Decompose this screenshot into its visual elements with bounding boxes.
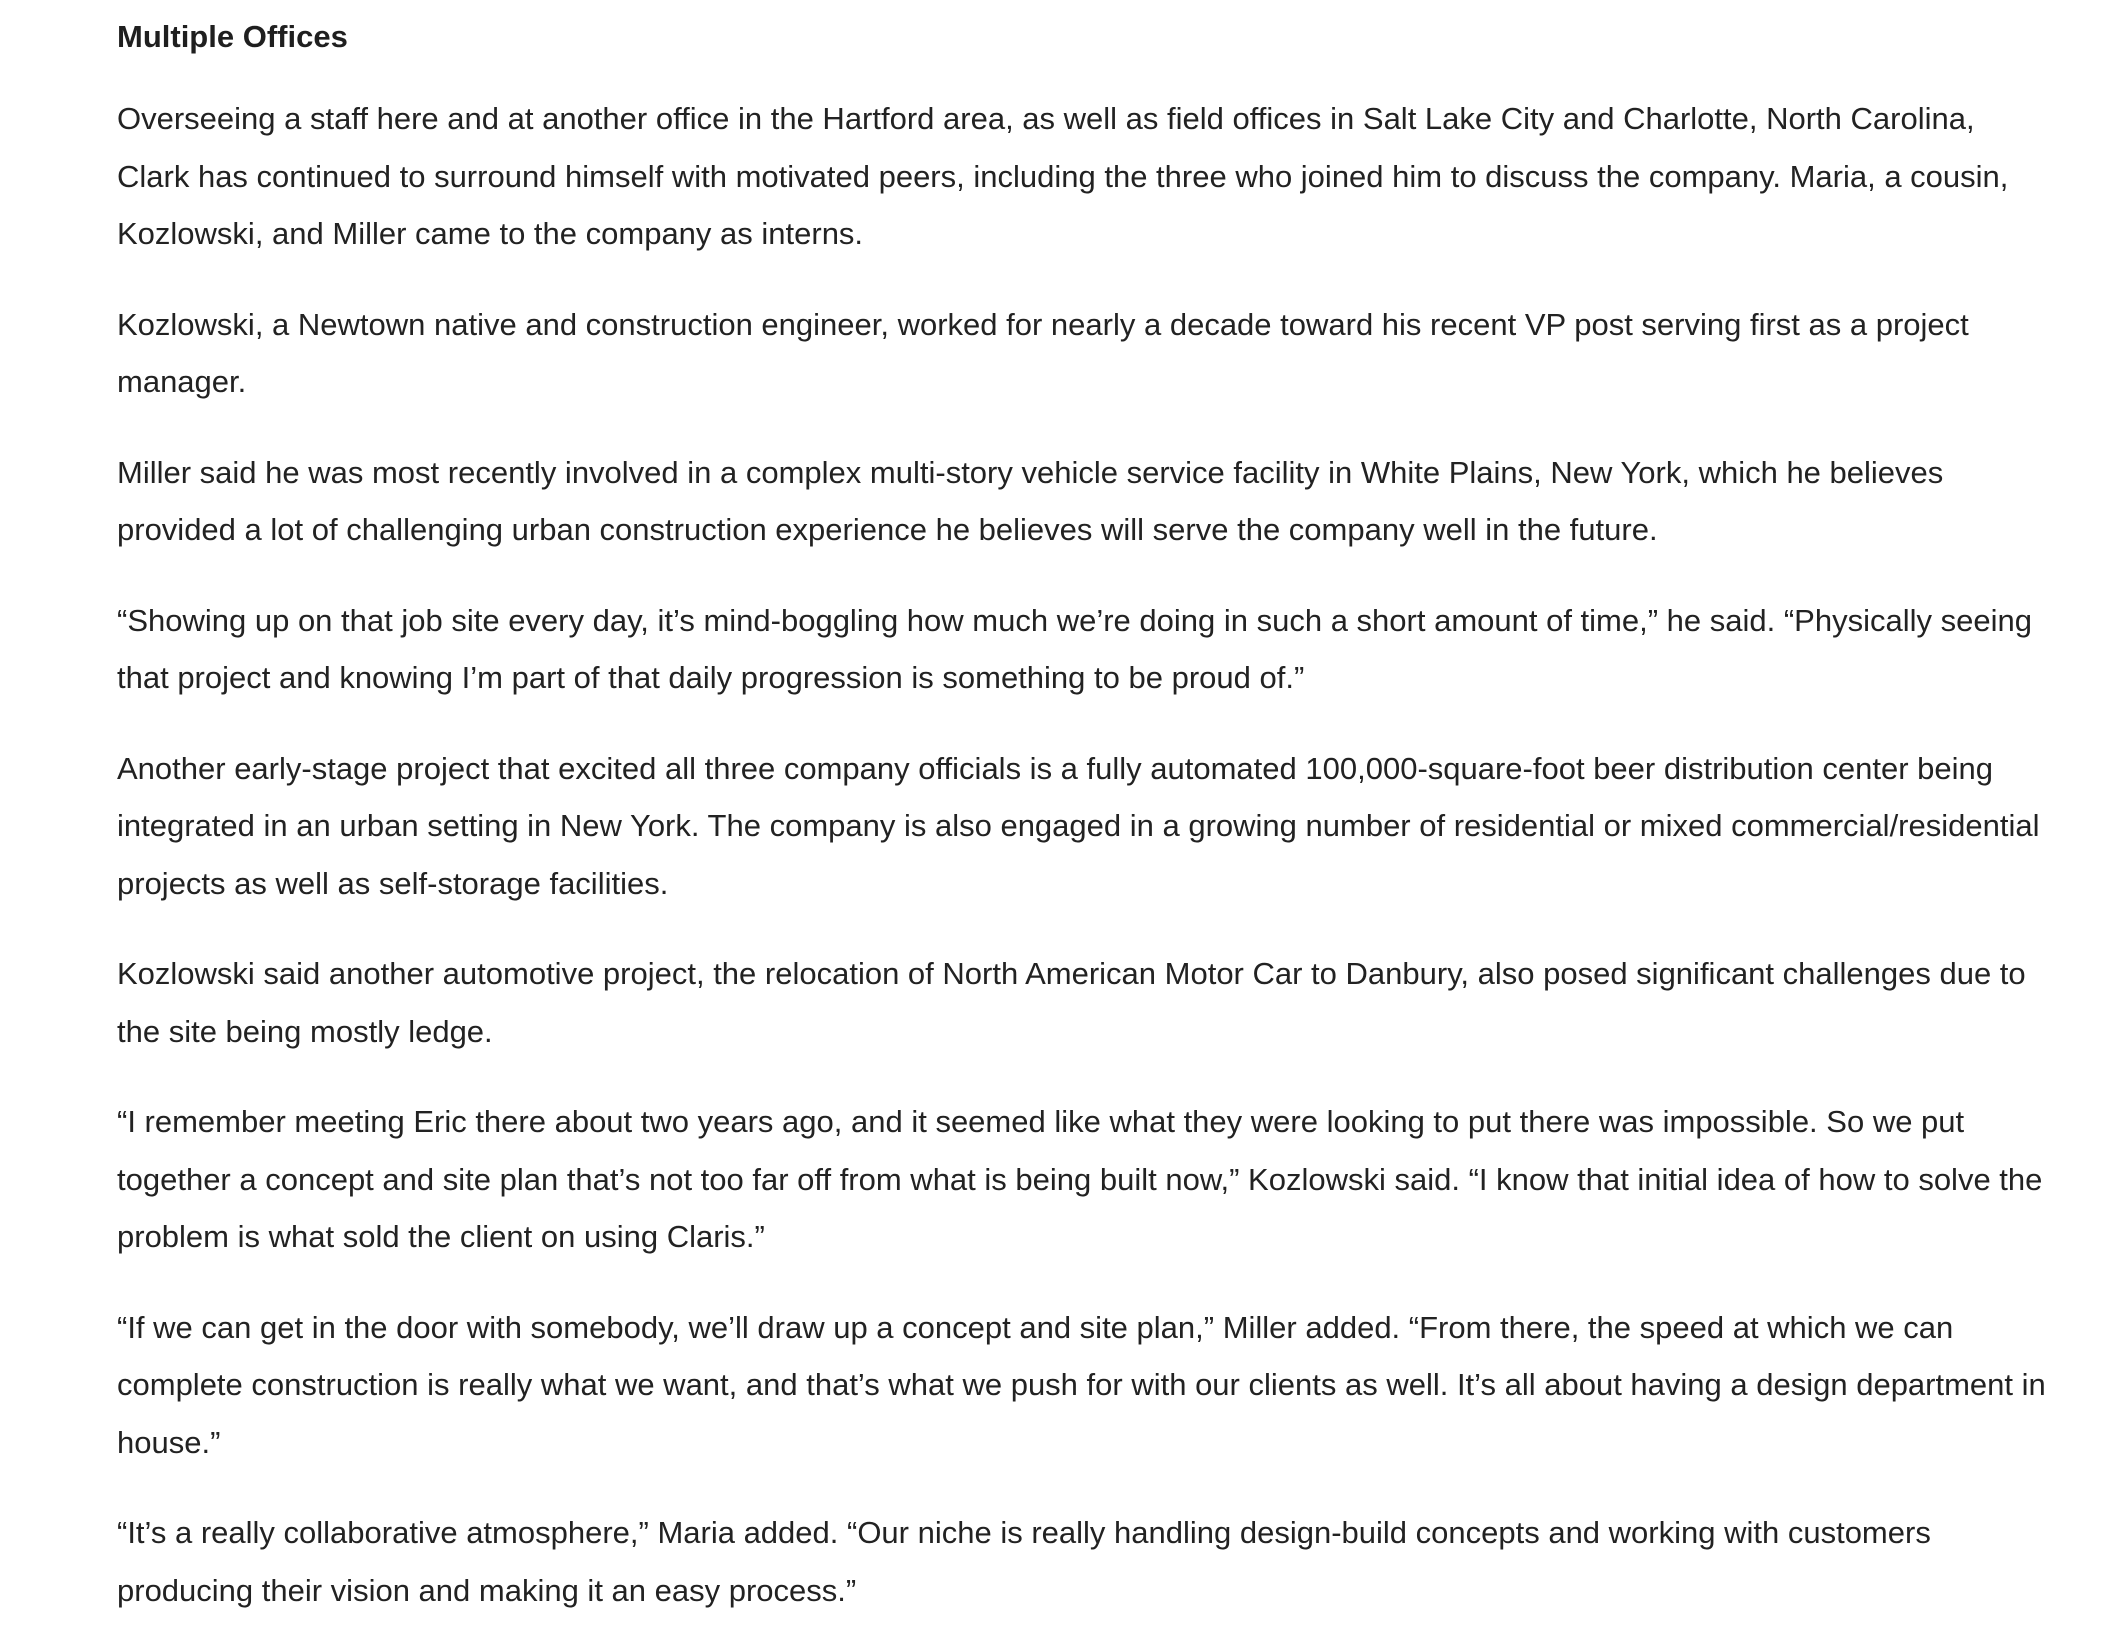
- paragraph-miller-project: Miller said he was most recently involved in a complex multi-story vehicle service facility in White Plains, New York, which he believes provided a lot of challenging urban construction experience he believes will serve the company well in the future.: [117, 454, 1944, 547]
- paragraph-danbury-project: Kozlowski said another automotive project, the relocation of North American Motor Car to Danbury, also posed significant challenges due to the site being mostly ledge.: [117, 956, 2026, 1049]
- paragraph-maria-quote: “It’s a really collaborative atmosphere,” Maria added. “Our niche is really handling design-build concepts and working with customers producing their vision and making it an easy process.”: [117, 1515, 1931, 1608]
- paragraph-kozlowski-background: Kozlowski, a Newtown native and construction engineer, worked for nearly a decade toward his recent VP post serving first as a project manager.: [117, 306, 1969, 399]
- section-heading: Multiple Offices: [117, 19, 348, 54]
- article-body: [117, 14, 2047, 1652]
- paragraph-beer-distribution: Another early-stage project that excited all three company officials is a fully automated 100,000-square-foot beer distribution center being integrated in an urban setting in New York. The company is also engaged in a growing number of residential or mixed commercial/residential projects as well as self-storage facilities.: [117, 750, 2040, 901]
- paragraph-kozlowski-quote: “I remember meeting Eric there about two years ago, and it seemed like what they were looking to put there was impossible. So we put together a concept and site plan that’s not too far off from what is being built now,” Kozlowski said. “I know that initial idea of how to solve the problem is what sold the client on using Claris.”: [117, 1104, 2043, 1254]
- paragraph-miller-quote: “Showing up on that job site every day, it’s mind-boggling how much we’re doing in such a short amount of time,” he said. “Physically seeing that project and knowing I’m part of that daily progression is something to be proud of.”: [117, 602, 2032, 695]
- paragraph-offices-overview: Overseeing a staff here and at another office in the Hartford area, as well as field offices in Salt Lake City and Charlotte, North Carolina, Clark has continued to surround himself with motivated peers, including the three who joined him to discuss the company. Maria, a cousin, Kozlowski, and Miller came to the company as interns.: [117, 101, 2009, 251]
- paragraph-miller-design-quote: “If we can get in the door with somebody, we’ll draw up a concept and site plan,” Miller added. “From there, the speed at which we can complete construction is really what we want, and that’s what we push for with our clients as well. It’s all about having a design department in house.”: [117, 1309, 2046, 1460]
